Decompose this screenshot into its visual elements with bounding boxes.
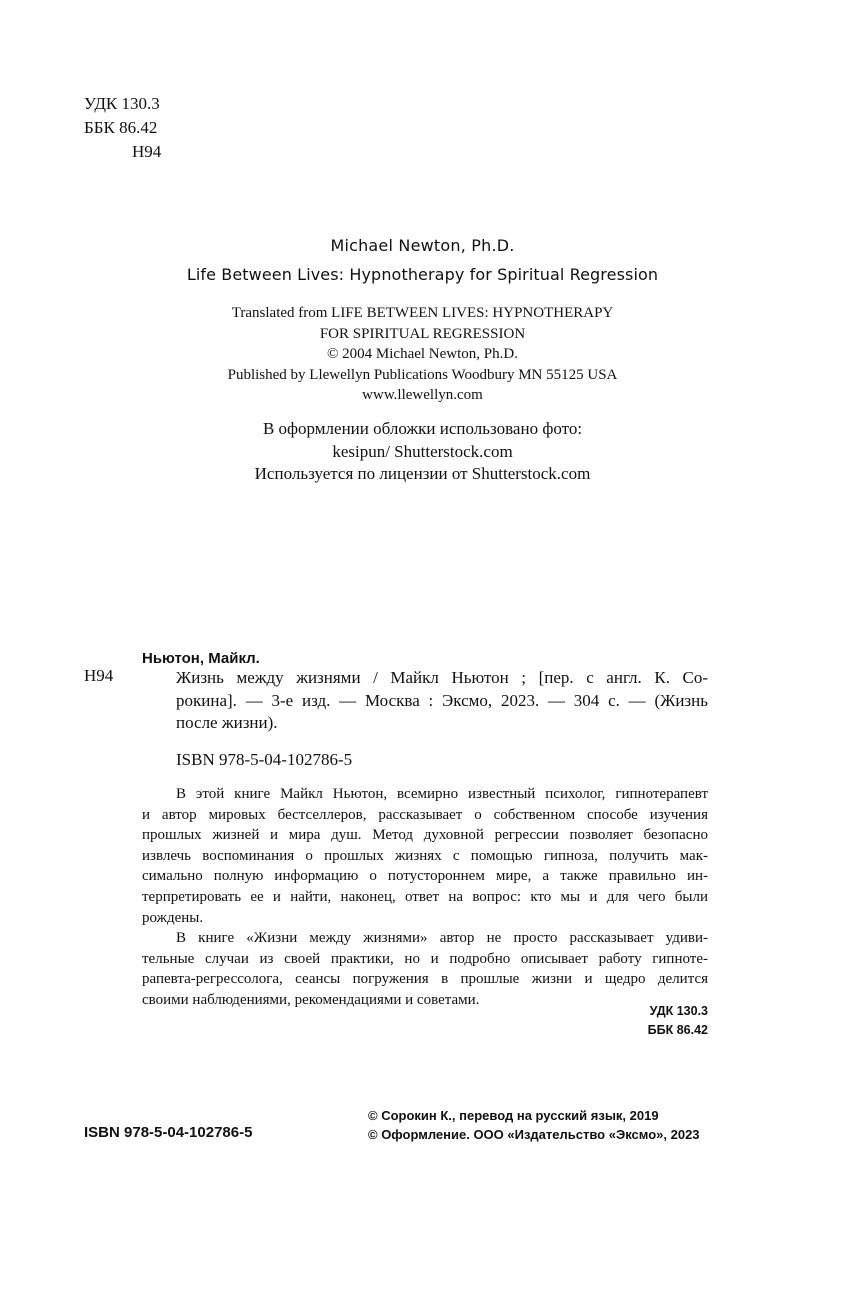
original-title: Life Between Lives: Hypnotherapy for Spiritual Regression — [186, 265, 659, 284]
translated-line: Published by Llewellyn Publications Woodbury MN 55125 USA — [227, 366, 618, 383]
annotation-line: В этой книге Майкл Ньютон, всемирно известный психолог, гипнотерапевт — [176, 786, 708, 802]
annotation-line: В книге «Жизни между жизнями» автор не просто рассказывает удиви- — [176, 930, 708, 947]
publisher-website: www.llewellyn.com — [362, 387, 483, 403]
annotation-line: прошлых жизней и мира душ. Метод духовной регрессии позволяет безопасно — [142, 827, 708, 844]
annotation-paragraph-2 — [142, 928, 708, 1010]
photo-credit-line: Используется по лицензии от Shutterstock.com — [254, 464, 591, 483]
annotation-udk: УДК 130.3 — [649, 1004, 708, 1018]
annotation — [142, 784, 708, 1011]
catalog-description-line: рокина]. — 3-е изд. — Москва : Эксмо, 2023. — 304 с. — (Жизнь — [176, 690, 708, 710]
copyright-design: © Оформление. ООО «Издательство «Эксмо», 2023 — [368, 1127, 700, 1142]
bbk-code: ББК 86.42 — [84, 118, 158, 137]
catalog-isbn: ISBN 978-5-04-102786-5 — [176, 750, 353, 769]
original-author: Michael Newton, Ph.D. — [330, 236, 515, 255]
annotation-line: симально полную информацию о потустороннем мире, а также правильно ин- — [142, 868, 708, 885]
copyright-block — [368, 1106, 708, 1144]
catalog-description-line: после жизни). — [176, 713, 278, 732]
translated-line: Translated from LIFE BETWEEN LIVES: HYPNOTHERAPY — [231, 305, 614, 321]
annotation-line: извлечь воспоминания о прошлых жизнях с помощью гипноза, получить мак- — [142, 847, 708, 864]
annotation-line: рождены. — [142, 909, 204, 926]
udk-code: УДК 130.3 — [84, 94, 160, 113]
annotation-line: терпретировать ее и найти, наконец, ответ на вопрос: кто мы и для чего были — [142, 888, 708, 905]
annotation-line: и автор мировых бестселлеров, рассказывает о собственном способе изучения — [142, 806, 708, 823]
annotation-bbk: ББК 86.42 — [647, 1023, 708, 1037]
catalog-author-code: Н94 — [84, 666, 114, 685]
catalog-description-line: Жизнь между жизнями / Майкл Ньютон ; [пер. с англ. К. Со- — [176, 668, 708, 687]
bottom-isbn: ISBN 978-5-04-102786-5 — [84, 1124, 253, 1141]
annotation-line: рапевта-регрессолога, сеансы погружения в прошлые жизни и щедро делится — [142, 971, 708, 988]
photo-credit-line: kesipun/ Shutterstock.com — [332, 441, 513, 461]
translated-line: © 2004 Michael Newton, Ph.D. — [327, 346, 518, 362]
classification-block — [84, 92, 161, 164]
translated-line: FOR SPIRITUAL REGRESSION — [319, 325, 526, 342]
catalog-author: Ньютон, Майкл. — [142, 650, 260, 667]
annotation-paragraph-1 — [142, 784, 708, 928]
author-code: Н94 — [132, 142, 162, 161]
annotation-line: тельные случаи из своей практики, но и подробно описывает работу гипноте- — [142, 950, 708, 967]
translation-credits — [0, 303, 845, 406]
annotation-classification — [648, 1002, 708, 1040]
copyright-translation: © Сорокин К., перевод на русский язык, 2019 — [368, 1108, 659, 1123]
photo-credit-line: В оформлении обложки использовано фото: — [262, 419, 583, 438]
cover-photo-credit — [0, 418, 845, 486]
annotation-line: своими наблюдениями, рекомендациями и советами. — [142, 991, 480, 1008]
catalog-description — [176, 667, 708, 735]
